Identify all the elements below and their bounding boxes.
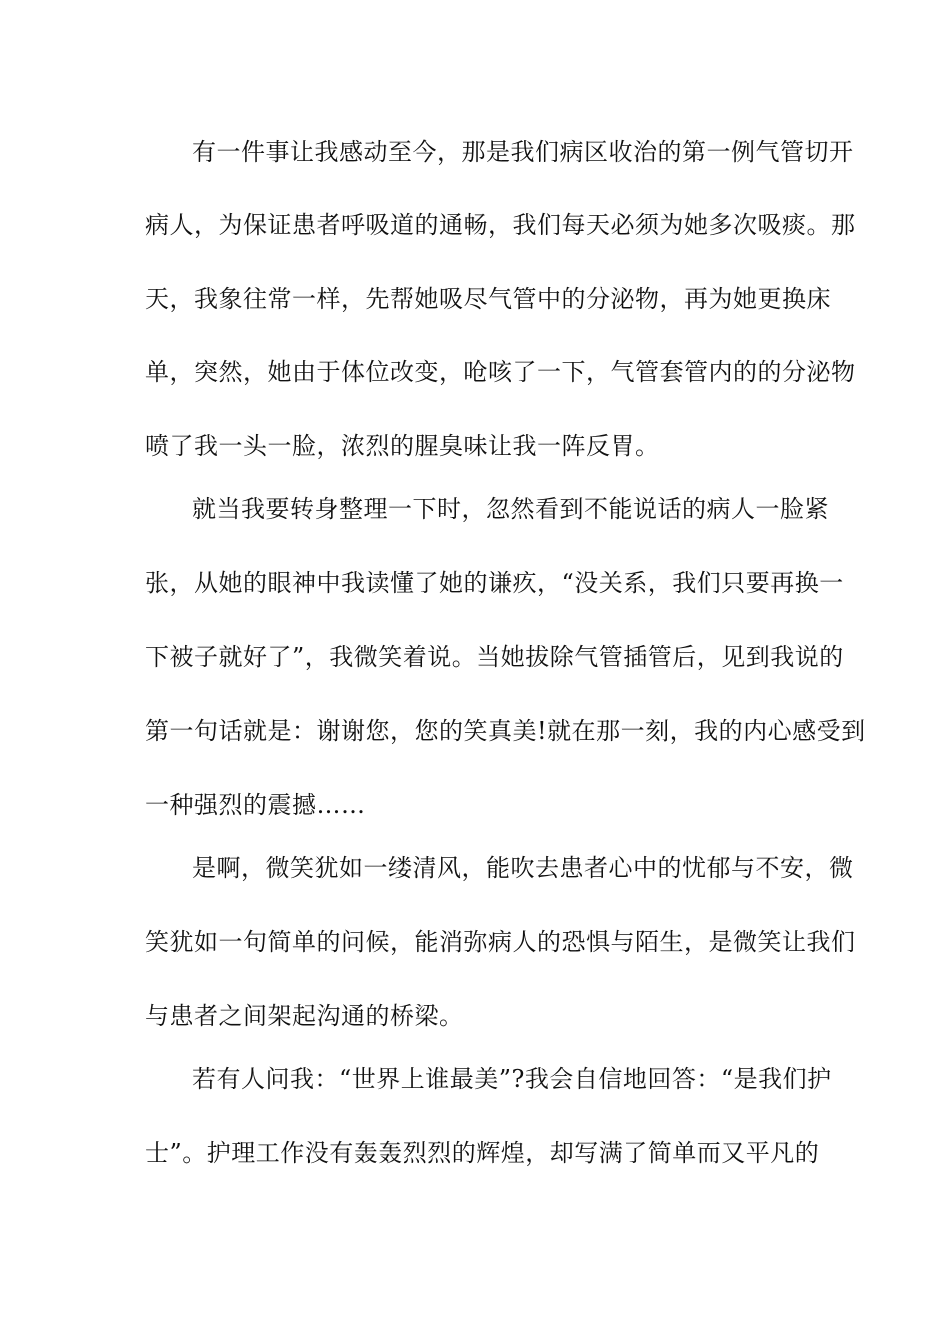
text-line: 张，从她的眼神中我读懂了她的谦疚，“没关系，我们只要再换一 xyxy=(145,569,844,597)
text-line: 有一件事让我感动至今，那是我们病区收治的第一例气管切开 xyxy=(192,138,854,166)
text-line: 病人，为保证患者呼吸道的通畅，我们每天必须为她多次吸痰。那 xyxy=(145,211,856,239)
text-line: 笑犹如一句简单的问候，能消弥病人的恐惧与陌生，是微笑让我们 xyxy=(145,928,856,956)
text-line: 若有人问我：“世界上谁最美”?我会自信地回答：“是我们护 xyxy=(192,1065,832,1093)
text-line: 天，我象往常一样，先帮她吸尽气管中的分泌物，再为她更换床 xyxy=(145,285,831,313)
text-line: 下被子就好了”，我微笑着说。当她拔除气管插管后，见到我说的 xyxy=(145,643,844,671)
text-line: 就当我要转身整理一下时，忽然看到不能说话的病人一脸紧 xyxy=(192,495,829,523)
text-line: 是啊，微笑犹如一缕清风，能吹去患者心中的忧郁与不安，微 xyxy=(192,854,854,882)
text-line: 士”。护理工作没有轰轰烈烈的辉煌，却写满了简单而又平凡的 xyxy=(145,1139,820,1167)
text-line: 与患者之间架起沟通的桥梁。 xyxy=(145,1002,464,1030)
text-line: 第一句话就是：谢谢您，您的笑真美!就在那一刻，我的内心感受到 xyxy=(145,717,866,745)
text-line: 喷了我一头一脸，浓烈的腥臭味让我一阵反胃。 xyxy=(145,432,660,460)
text-line: 一种强烈的震撼…… xyxy=(145,791,366,819)
text-line: 单，突然，她由于体位改变，呛咳了一下，气管套管内的的分泌物 xyxy=(145,358,856,386)
